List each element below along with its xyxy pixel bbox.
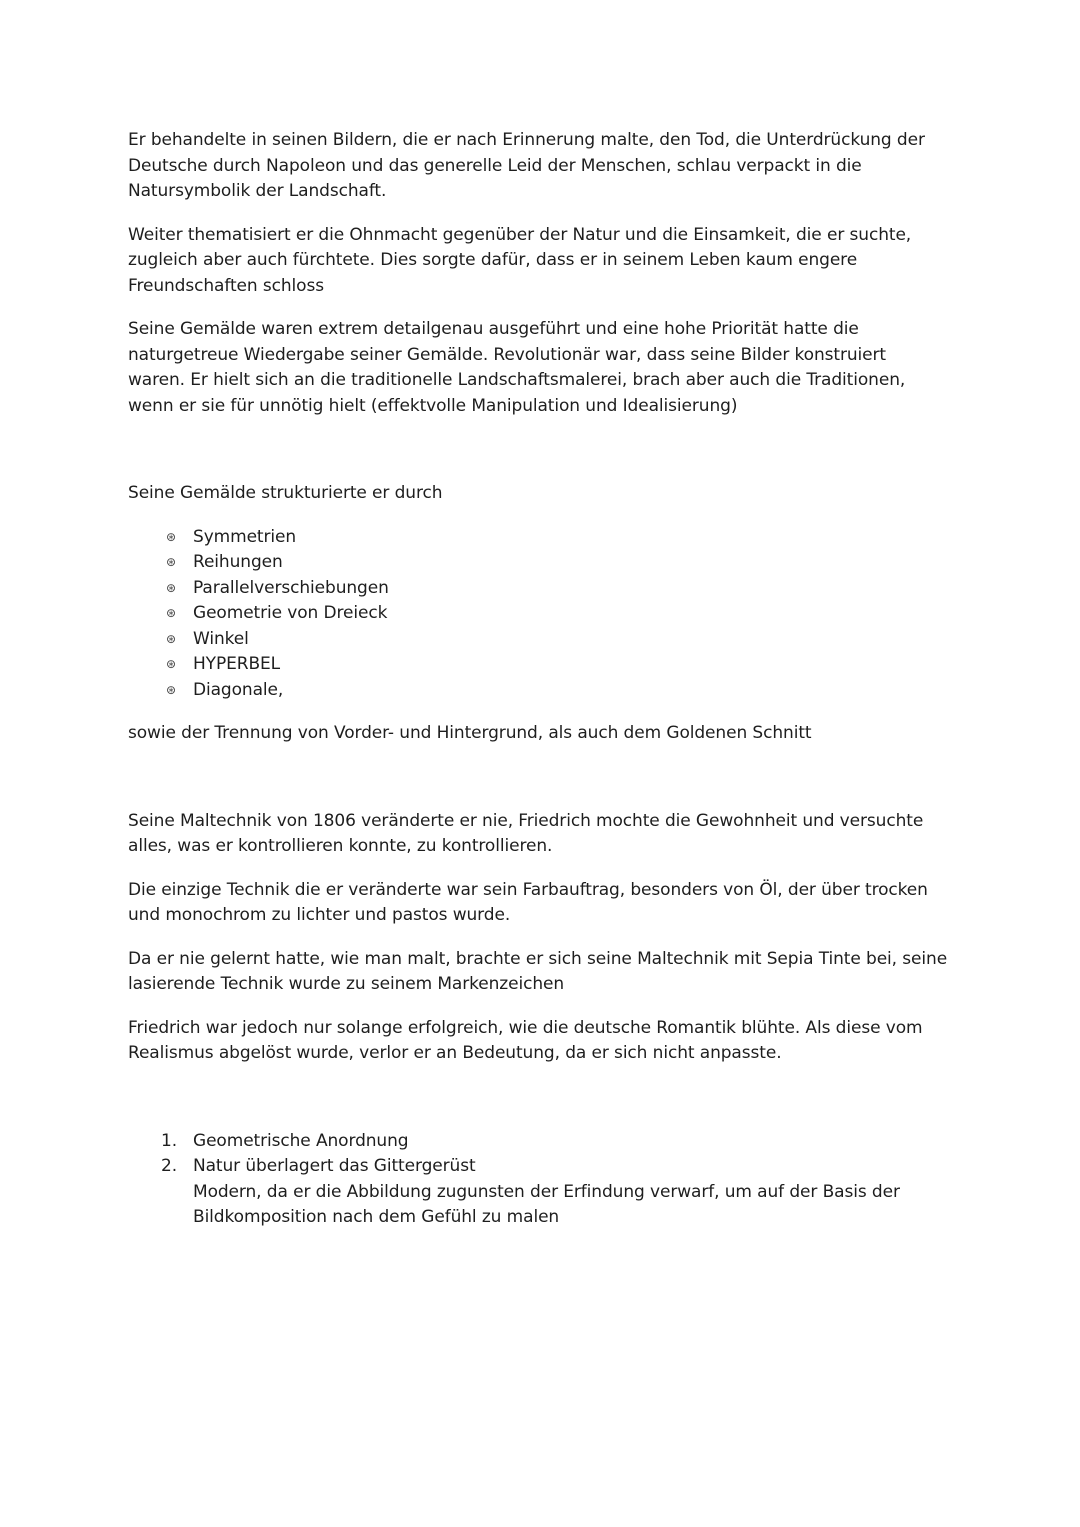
structure-list: [128, 525, 948, 704]
list-item: [128, 678, 948, 704]
item-text: Natur überlagert das Gittergerüst: [193, 1156, 476, 1176]
bullet-icon: ⊛: [166, 555, 176, 569]
list-item: [128, 525, 948, 551]
item-text: Geometrische Anordnung: [193, 1130, 409, 1151]
paragraph-loneliness: Weiter thematisiert er die Ohnmacht gegenüber der Natur und die Einsamkeit, die er suchte, zugleich aber auch fürchtete. Dies sorgte dafür, dass er in seinem Leben kaum engere Freundschaften schloss: [128, 224, 912, 296]
bullet-icon: ⊛: [166, 657, 176, 671]
spacer: [128, 437, 948, 481]
numbered-item: [128, 1154, 948, 1231]
list-item-text: Symmetrien: [193, 526, 297, 547]
list-item-text: Reihungen: [193, 552, 283, 572]
spacer: [128, 1085, 948, 1129]
list-item-text: Parallelverschiebungen: [193, 577, 389, 598]
list-item: [128, 652, 948, 678]
numbered-list: [128, 1129, 948, 1231]
paragraph-sepia: Da er nie gelernt hatte, wie man malt, brachte er sich seine Maltechnik mit Sepia Tinte bei, seine lasierende Technik wurde zu seinem Markenzeichen: [128, 948, 948, 994]
list-item: [128, 601, 948, 627]
bullet-icon: ⊛: [166, 606, 176, 620]
paragraph-romanticism: Friedrich war jedoch nur solange erfolgreich, wie die deutsche Romantik blühte. Als diese vom Realismus abgelöst wurde, verlor er an Bedeutung, da er sich nicht anpasste.: [128, 1017, 923, 1063]
spacer: [128, 765, 948, 809]
document-content: [128, 128, 948, 1231]
list-item: [128, 627, 948, 653]
paragraph-structure-outro: sowie der Trennung von Vorder- und Hintergrund, als auch dem Goldenen Schnitt: [128, 723, 812, 743]
item-number: 1.: [161, 1130, 178, 1151]
numbered-item: [128, 1129, 948, 1155]
list-item-text: Diagonale,: [193, 679, 284, 700]
list-item-text: HYPERBEL: [193, 654, 281, 674]
bullet-icon: ⊛: [166, 682, 176, 697]
bullet-icon: ⊛: [166, 580, 176, 595]
paragraph-structure-intro: Seine Gemälde strukturierte er durch: [128, 483, 443, 503]
bullet-icon: ⊛: [166, 631, 176, 646]
paragraph-themes: Er behandelte in seinen Bildern, die er nach Erinnerung malte, den Tod, die Unterdrückung der Deutsche durch Napoleon und das generelle Leid der Menschen, schlau verpackt in die Natursymbolik der Landschaft.: [128, 130, 925, 201]
paragraph-detail: Seine Gemälde waren extrem detailgenau ausgeführt und eine hohe Priorität hatte die naturgetreue Wiedergabe seiner Gemälde. Revolutionär war, dass seine Bilder konstruiert waren. Er hielt sich an die traditionelle Landschaftsmalerei, brach aber auch die Traditionen, wenn er sie für unnötig hielt (effektvolle Manipulation und Idealisierung): [128, 319, 906, 416]
paragraph-color-application: Die einzige Technik die er veränderte war sein Farbauftrag, besonders von Öl, der über trocken und monochrom zu lichter und pastos wurde.: [128, 879, 928, 925]
list-item: [128, 576, 948, 602]
paragraph-technique: Seine Maltechnik von 1806 veränderte er nie, Friedrich mochte die Gewohnheit und versuchte alles, was er kontrollieren konnte, zu kontrollieren.: [128, 810, 924, 856]
item-extra-text: Modern, da er die Abbildung zugunsten der Erfindung verwarf, um auf der Basis der Bildkomposition nach dem Gefühl zu malen: [193, 1181, 900, 1227]
list-item: [128, 550, 948, 576]
bullet-icon: ⊛: [166, 529, 176, 544]
list-item-text: Winkel: [193, 628, 249, 649]
list-item-text: Geometrie von Dreieck: [193, 603, 388, 623]
item-number: 2.: [161, 1156, 178, 1176]
